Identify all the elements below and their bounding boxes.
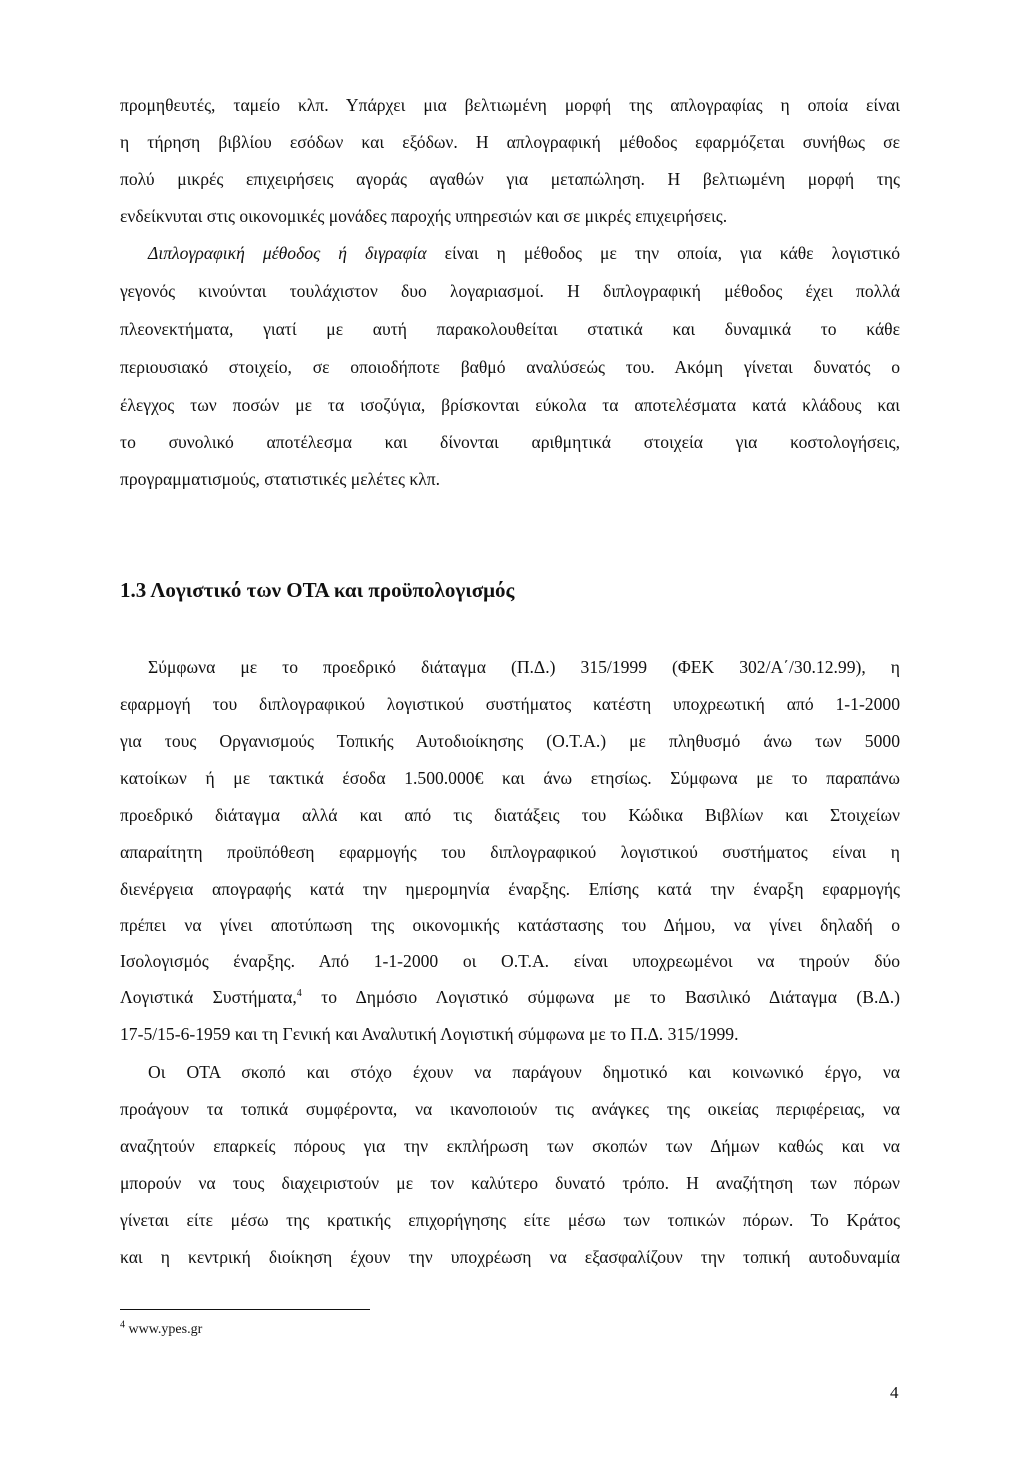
text-line: κατοίκων ή με τακτικά έσοδα 1.500.000€ και άνω ετησίως. Σύμφωνα με το παραπάνω <box>120 768 900 788</box>
italic-term: Διπλογραφική μέθοδος ή διγραφία <box>148 243 427 263</box>
text-line: έλεγχος των ποσών με τα ισοζύγια, βρίσκονται εύκολα τα αποτελέσματα κατά κλάδους και <box>120 395 900 415</box>
text-line: διενέργεια απογραφής κατά την ημερομηνία έναρξης. Επίσης κατά την έναρξη εφαρμογής <box>120 879 900 899</box>
text-line: εφαρμογή του διπλογραφικού λογιστικού συστήματος κατέστη υποχρεωτική από 1-1-2000 <box>120 694 900 714</box>
text-line: προγραμματισμούς, στατιστικές μελέτες κλπ. <box>120 469 441 489</box>
text-line: Σύμφωνα με το προεδρικό διάταγμα (Π.Δ.) 315/1999 (ΦΕΚ 302/Α΄/30.12.99), η <box>148 657 900 677</box>
text-line: απαραίτητη προϋπόθεση εφαρμογής του διπλογραφικού λογιστικού συστήματος είναι η <box>120 842 900 862</box>
text-line: γίνεται είτε μέσω της κρατικής επιχορήγησης είτε μέσω των τοπικών πόρων. Το Κράτος <box>120 1210 900 1230</box>
text-line: περιουσιακό στοιχείο, σε οποιοδήποτε βαθμό αναλύσεώς του. Ακόμη γίνεται δυνατός ο <box>120 357 900 377</box>
text-line: Ισολογισμός έναρξης. Από 1-1-2000 οι Ο.Τ.Α. είναι υποχρεωμένοι να τηρούν δύο <box>120 951 900 971</box>
text-line: μπορούν να τους διαχειριστούν με τον καλύτερο δυνατό τρόπο. Η αναζήτηση των πόρων <box>120 1173 900 1193</box>
footnote-reference[interactable]: 4 <box>296 988 302 1000</box>
text-line: 17-5/15-6-1959 και τη Γενική και Αναλυτική Λογιστική σύμφωνα με το Π.Δ. 315/1999. <box>120 1024 739 1044</box>
text-line: προάγουν τα τοπικά συμφέροντα, να ικανοποιούν τις ανάγκες της οικείας περιφέρειας, να <box>120 1099 900 1119</box>
text-line: και η κεντρική διοίκηση έχουν την υποχρέωση να εξασφαλίζουν την τοπική αυτοδυναμία <box>120 1247 900 1267</box>
text-line: για τους Οργανισμούς Τοπικής Αυτοδιοίκησης (Ο.Τ.Α.) με πληθυσμό άνω των 5000 <box>120 731 900 751</box>
section-heading: 1.3 Λογιστικό των ΟΤΑ και προϋπολογισμός <box>120 578 515 602</box>
text-line: πλεονεκτήματα, γιατί με αυτή παρακολουθείται στατικά και δυναμικά το κάθε <box>120 319 900 339</box>
page-number: 4 <box>890 1383 899 1402</box>
text-line: πολύ μικρές επιχειρήσεις αγοράς αγαθών για μεταπώληση. Η βελτιωμένη μορφή της <box>120 169 900 189</box>
text-line: προμηθευτές, ταμείο κλπ. Υπάρχει μια βελτιωμένη μορφή της απλογραφίας η οποία είναι <box>120 95 900 115</box>
footnote-mark: 4 <box>120 1319 125 1331</box>
text-line: πρέπει να γίνει αποτύπωση της οικονομικής κατάστασης του Δήμου, να γίνει δηλαδή ο <box>120 915 900 935</box>
text-line: γεγονός κινούνται τουλάχιστον δυο λογαριασμοί. Η διπλογραφική μέθοδος έχει πολλά <box>120 281 900 301</box>
text-line: αναζητούν επαρκείς πόρους για την εκπλήρωση των σκοπών των Δήμων καθώς και να <box>120 1136 900 1156</box>
text-line: ενδείκνυται στις οικονομικές μονάδες παροχής υπηρεσιών και σε μικρές επιχειρήσεις. <box>120 206 728 226</box>
text-line: Οι ΟΤΑ σκοπό και στόχο έχουν να παράγουν δημοτικό και κοινωνικό έργο, να <box>148 1062 900 1082</box>
footnote-link[interactable]: www.ypes.gr <box>125 1322 203 1337</box>
text-line: το συνολικό αποτέλεσμα και δίνονται αριθμητικά στοιχεία για κοστολογήσεις, <box>120 432 900 452</box>
footnote-separator <box>120 1309 370 1310</box>
footnote <box>120 1319 203 1338</box>
text-line: η τήρηση βιβλίου εσόδων και εξόδων. Η απλογραφική μέθοδος εφαρμόζεται συνήθως σε <box>120 132 900 152</box>
text-line: Λογιστικά Συστήματα,$^4$ το Δημόσιο Λογιστικό σύμφωνα με το Βασιλικό Διάταγμα (Β.Δ.) <box>120 987 900 1007</box>
text-line: Διπλογραφική μέθοδος ή διγραφία είναι η μέθοδος με την οποία, για κάθε λογιστικό <box>148 243 900 263</box>
text-line: προεδρικό διάταγμα αλλά και από τις διατάξεις του Κώδικα Βιβλίων και Στοιχείων <box>120 805 900 825</box>
